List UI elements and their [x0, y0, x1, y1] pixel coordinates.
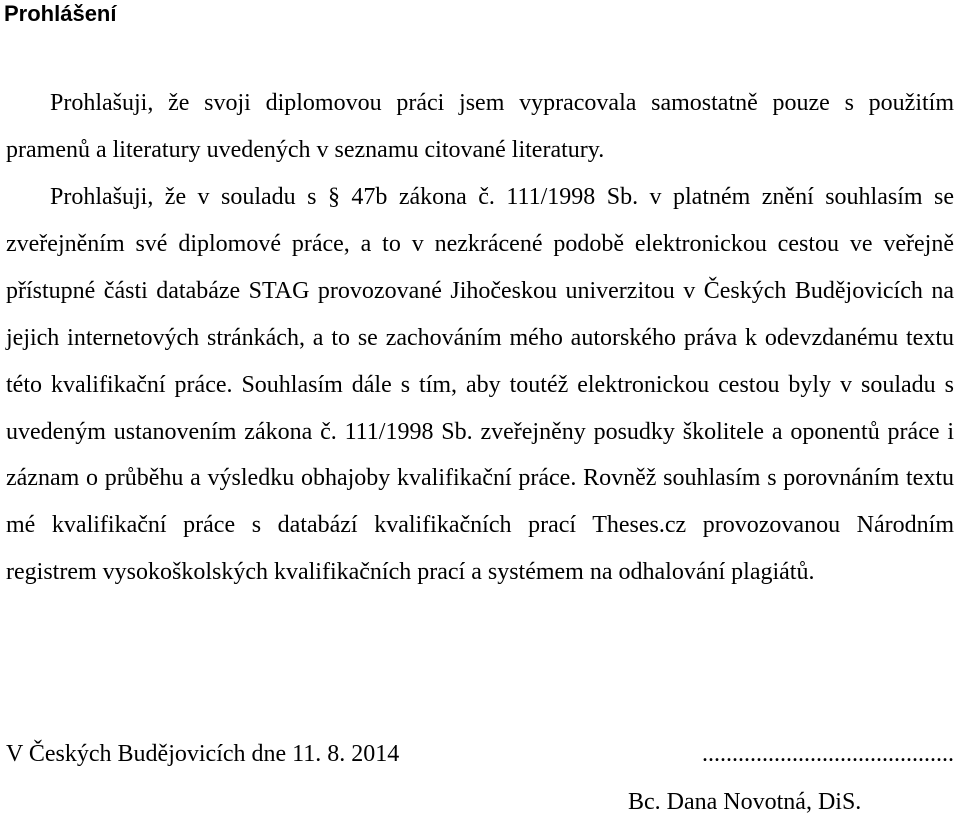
signature-row — [6, 734, 954, 774]
declaration-paragraph-2: Prohlašuji, že v souladu s § 47b zákona č. 111/1998 Sb. v platném znění souhlasím se zveřejněním své diplomové práce, a to v nezkrácené podobě elektronickou cestou ve veřejně přístupné části databáze STAG provozované Jihočeskou univerzitou v Českých Budějovicích na jejich internetových stránkách, a to se zachováním mého autorského práva k odevzdanému textu této kvalifikační práce. Souhlasím dále s tím, aby toutéž elektronickou cestou byly v souladu s uvedeným ustanovením zákona č. 111/1998 Sb. zveřejněny posudky školitele a oponentů práce i záznam o průběhu a výsledku obhajoby kvalifikační práce. Rovněž souhlasím s porovnáním textu mé kvalifikační práce s databází kvalifikačních prací Theses.cz provozovanou Národním registrem vysokoškolských kvalifikačních prací a systémem na odhalování plagiátů. — [6, 184, 954, 586]
place-and-date: V Českých Budějovicích dne 11. 8. 2014 — [6, 741, 400, 767]
signature-dotted-line: .......................................... — [702, 741, 954, 767]
signature-name: Bc. Dana Novotná, DiS. — [628, 789, 862, 815]
declaration-paragraph-1: Prohlašuji, že svoji diplomovou práci jsem vypracovala samostatně pouze s použitím pramenů a literatury uvedených v seznamu citované literatury. — [6, 90, 954, 163]
page-title: Prohlášení — [4, 1, 117, 26]
